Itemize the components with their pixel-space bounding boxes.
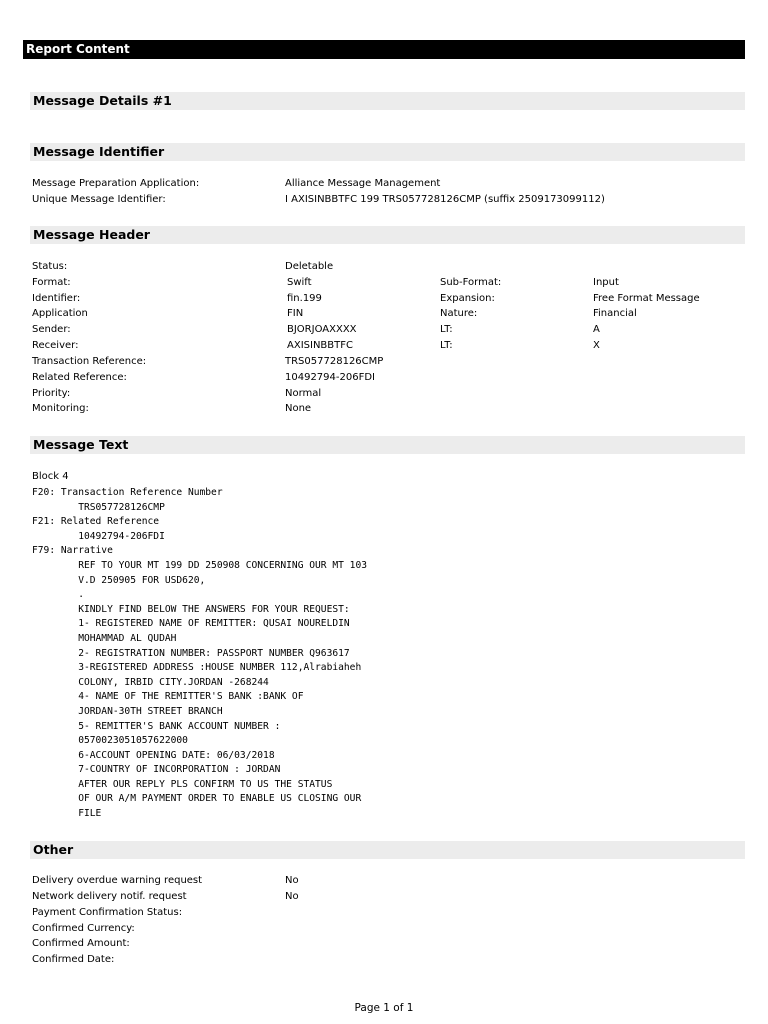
field-label: Application: [32, 308, 88, 319]
section-message-header: Message Header: [30, 226, 745, 244]
field-value: FIN: [287, 308, 304, 319]
field-value: TRS057728126CMP: [285, 356, 384, 367]
field-label: Monitoring:: [32, 403, 89, 414]
field-label: Confirmed Amount:: [32, 938, 130, 949]
field-value: Normal: [285, 388, 322, 399]
section-message-identifier: Message Identifier: [30, 143, 745, 161]
section-message-details: Message Details #1: [30, 92, 745, 110]
field-value: fin.199: [287, 293, 322, 304]
field-value: X: [593, 340, 600, 351]
field-label: Identifier:: [32, 293, 81, 304]
field-value: None: [285, 403, 312, 414]
field-label: Delivery overdue warning request: [32, 875, 203, 886]
field-value: Alliance Message Management: [285, 178, 441, 189]
report-title: Report Content: [23, 40, 745, 59]
field-label: Sub-Format:: [440, 277, 502, 288]
field-value: I AXISINBBTFC 199 TRS057728126CMP (suffix 2509173099112): [285, 194, 605, 205]
section-other: Other: [30, 841, 745, 859]
field-label: Nature:: [440, 308, 478, 319]
page-number: Page 1 of 1: [354, 1002, 414, 1014]
field-label: Payment Confirmation Status:: [32, 907, 183, 918]
field-label: Message Preparation Application:: [32, 178, 200, 189]
field-value: 10492794-206FDI: [285, 372, 375, 383]
field-value: Input: [593, 277, 619, 288]
field-value: Financial: [593, 308, 637, 319]
field-label: LT:: [440, 340, 453, 351]
field-label: Transaction Reference:: [32, 356, 147, 367]
field-label: Network delivery notif. request: [32, 891, 187, 902]
field-label: Priority:: [32, 388, 71, 399]
field-label: Confirmed Date:: [32, 954, 115, 965]
field-label: Unique Message Identifier:: [32, 194, 166, 205]
section-message-text: Message Text: [30, 436, 745, 454]
field-label: Format:: [32, 277, 71, 288]
message-body: F20: Transaction Reference Number TRS057728126CMP F21: Related Reference 10492794-206FDI F79: Narrative REF TO YOUR MT 199 DD 250908 CONCERNING OUR MT 103 V.D 250905 FOR USD620, . KINDLY FIND BELOW THE ANSWERS FOR YOUR REQUEST: 1- REGISTERED NAME OF REMITTER: QUSAI NOURELDIN MOHAMMAD AL QUDAH 2- REGISTRATION NUMBER: PASSPORT NUMBER Q963617 3-REGISTERED ADDRESS :HOUSE NUMBER 112,Alrabiaheh COLONY, IRBID CITY.JORDAN -268244 4- NAME OF THE REMITTER'S BANK :BANK OF JORDAN-30TH STREET BRANCH 5- REMITTER'S BANK ACCOUNT NUMBER : 0570023051057622000 6-ACCOUNT OPENING DATE: 06/03/2018 7-COUNTRY OF INCORPORATION : JORDAN AFTER OUR REPLY PLS CONFIRM TO US THE STATUS OF OUR A/M PAYMENT ORDER TO ENABLE US CLOSING OUR FILE: [32, 487, 368, 820]
block-label: Block 4: [32, 471, 69, 482]
field-label: Confirmed Currency:: [32, 923, 135, 934]
field-value: No: [285, 891, 299, 902]
field-value: AXISINBBTFC: [287, 340, 353, 351]
field-value: No: [285, 875, 299, 886]
field-label: Sender:: [32, 324, 71, 335]
field-label: Status:: [32, 261, 68, 272]
field-value: A: [593, 324, 600, 335]
field-value: Swift: [287, 277, 312, 288]
field-label: Expansion:: [440, 293, 495, 304]
field-label: Receiver:: [32, 340, 79, 351]
field-value: Deletable: [285, 261, 334, 272]
field-value: BJORJOAXXXX: [287, 324, 357, 335]
field-label: Related Reference:: [32, 372, 127, 383]
field-label: LT:: [440, 324, 453, 335]
field-value: Free Format Message: [593, 293, 700, 304]
